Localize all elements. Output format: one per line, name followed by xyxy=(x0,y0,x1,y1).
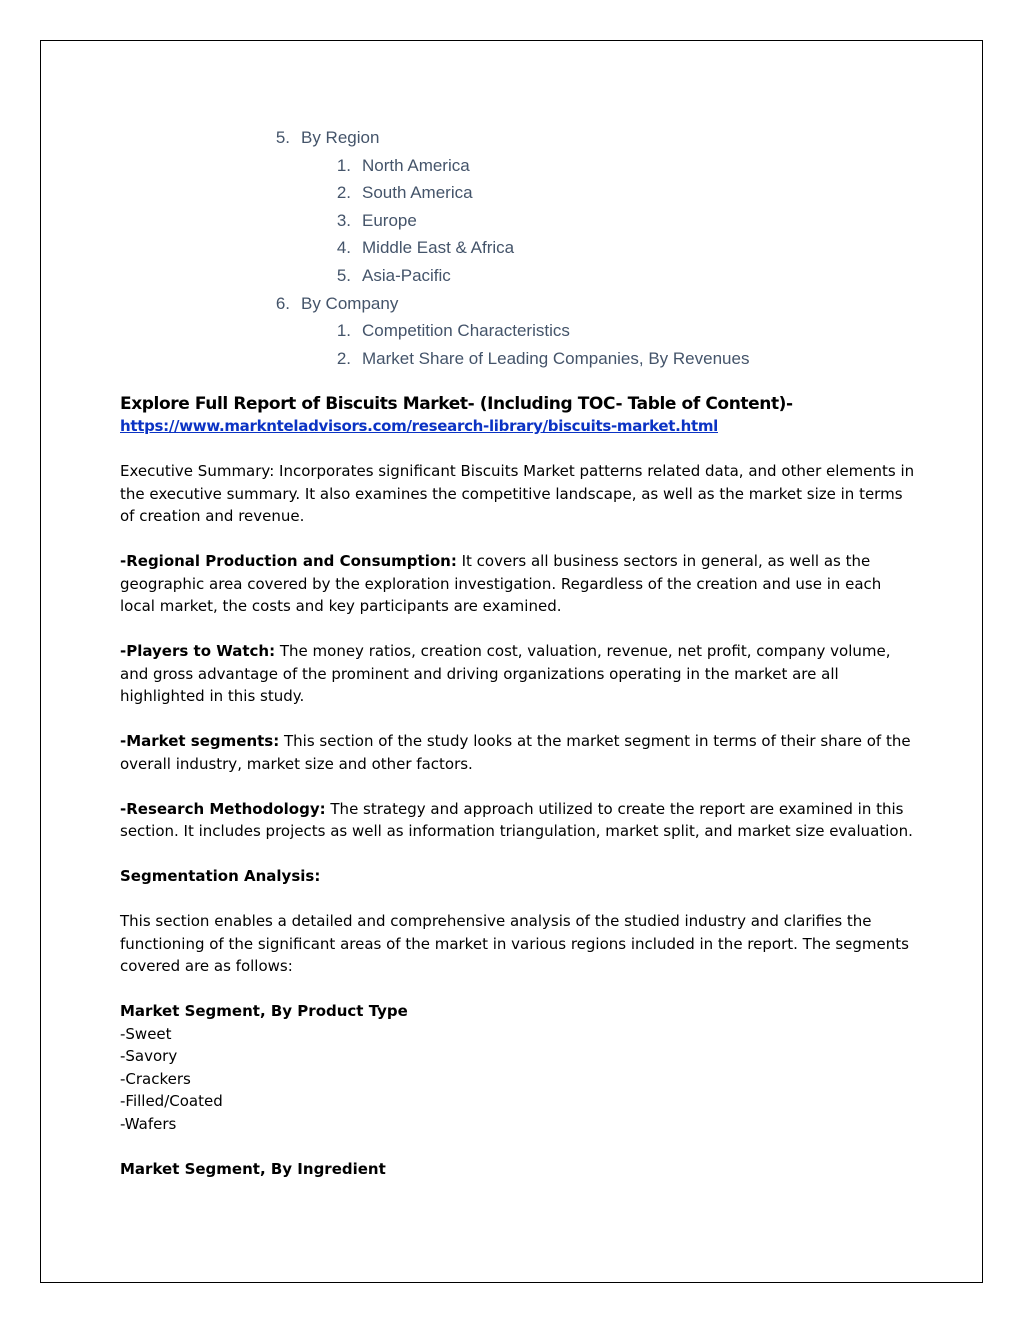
section-paragraph xyxy=(120,640,920,708)
section-heading: -Players to Watch: xyxy=(120,642,276,660)
toc-number: 1. xyxy=(336,156,351,175)
toc-number: 2. xyxy=(336,183,351,202)
toc-subitem xyxy=(331,266,451,286)
section-paragraph xyxy=(120,730,920,775)
report-link[interactable]: https://www.marknteladvisors.com/research-library/biscuits-market.html xyxy=(120,417,718,435)
toc-label: By Region xyxy=(301,128,380,147)
section-text: This section of the study looks at the market segment in terms of their share of the overall industry, market size and other factors. xyxy=(120,732,911,773)
toc-subitem xyxy=(331,211,417,231)
section-text: The strategy and approach utilized to create the report are examined in this section. It includes projects as well as information triangulation, market split, and market size evaluation. xyxy=(120,799,913,840)
toc-item xyxy=(270,128,379,148)
document-body xyxy=(120,394,920,1180)
explore-report-heading: Explore Full Report of Biscuits Market- (Including TOC- Table of Content)- xyxy=(120,394,793,414)
section-paragraph xyxy=(120,550,920,618)
list-item: -Crackers xyxy=(120,1069,191,1088)
toc-number: 6. xyxy=(275,294,290,313)
toc-label: South America xyxy=(362,183,473,202)
toc-label: By Company xyxy=(301,294,399,313)
toc-label: Asia-Pacific xyxy=(362,266,451,285)
toc-subitem xyxy=(331,349,749,369)
section-paragraph xyxy=(120,798,920,843)
toc-number: 4. xyxy=(336,238,351,257)
list-item: -Sweet xyxy=(120,1024,172,1043)
toc-label: North America xyxy=(362,156,470,175)
list-item: -Savory xyxy=(120,1047,178,1065)
segmentation-heading: Segmentation Analysis: xyxy=(120,867,321,885)
toc-item xyxy=(270,294,398,314)
toc-subitem xyxy=(331,183,473,203)
section-heading: -Market segments: xyxy=(120,732,280,750)
toc-number: 3. xyxy=(336,211,351,230)
toc-label: Europe xyxy=(362,211,417,230)
section-heading: -Regional Production and Consumption: xyxy=(120,552,457,570)
list-item: -Filled/Coated xyxy=(120,1092,223,1110)
ingredient-heading: Market Segment, By Ingredient xyxy=(120,1159,386,1178)
section-heading: -Research Methodology: xyxy=(120,799,326,818)
segmentation-intro: This section enables a detailed and comprehensive analysis of the studied industry and clarifies the functioning of the significant areas of the market in various regions included in the report. The segments covered are as follows: xyxy=(120,912,909,975)
product-type-heading: Market Segment, By Product Type xyxy=(120,1002,408,1020)
toc-number: 1. xyxy=(336,321,351,340)
toc-label: Middle East & Africa xyxy=(362,238,515,257)
toc-number: 5. xyxy=(336,266,351,285)
section-text: The money ratios, creation cost, valuation, revenue, net profit, company volume, and gross advantage of the prominent and driving organizations operating in the market are all highlighted in this study. xyxy=(120,642,891,705)
toc-subitem xyxy=(331,321,570,341)
toc-subitem xyxy=(331,238,514,258)
toc-label: Competition Characteristics xyxy=(362,321,570,340)
toc-subitem xyxy=(331,156,470,176)
executive-summary: Executive Summary: Incorporates significant Biscuits Market patterns related data, and other elements in the executive summary. It also examines the competitive landscape, as well as the market size in terms of creation and revenue. xyxy=(120,462,915,525)
toc-number: 5. xyxy=(275,128,290,147)
list-item: -Wafers xyxy=(120,1114,177,1133)
toc-label: Market Share of Leading Companies, By Revenues xyxy=(362,349,750,368)
section-text: It covers all business sectors in general, as well as the geographic area covered by the exploration investigation. Regardless of the creation and use in each local market, the costs and key participants are examined. xyxy=(120,552,882,615)
toc-number: 2. xyxy=(336,349,351,368)
